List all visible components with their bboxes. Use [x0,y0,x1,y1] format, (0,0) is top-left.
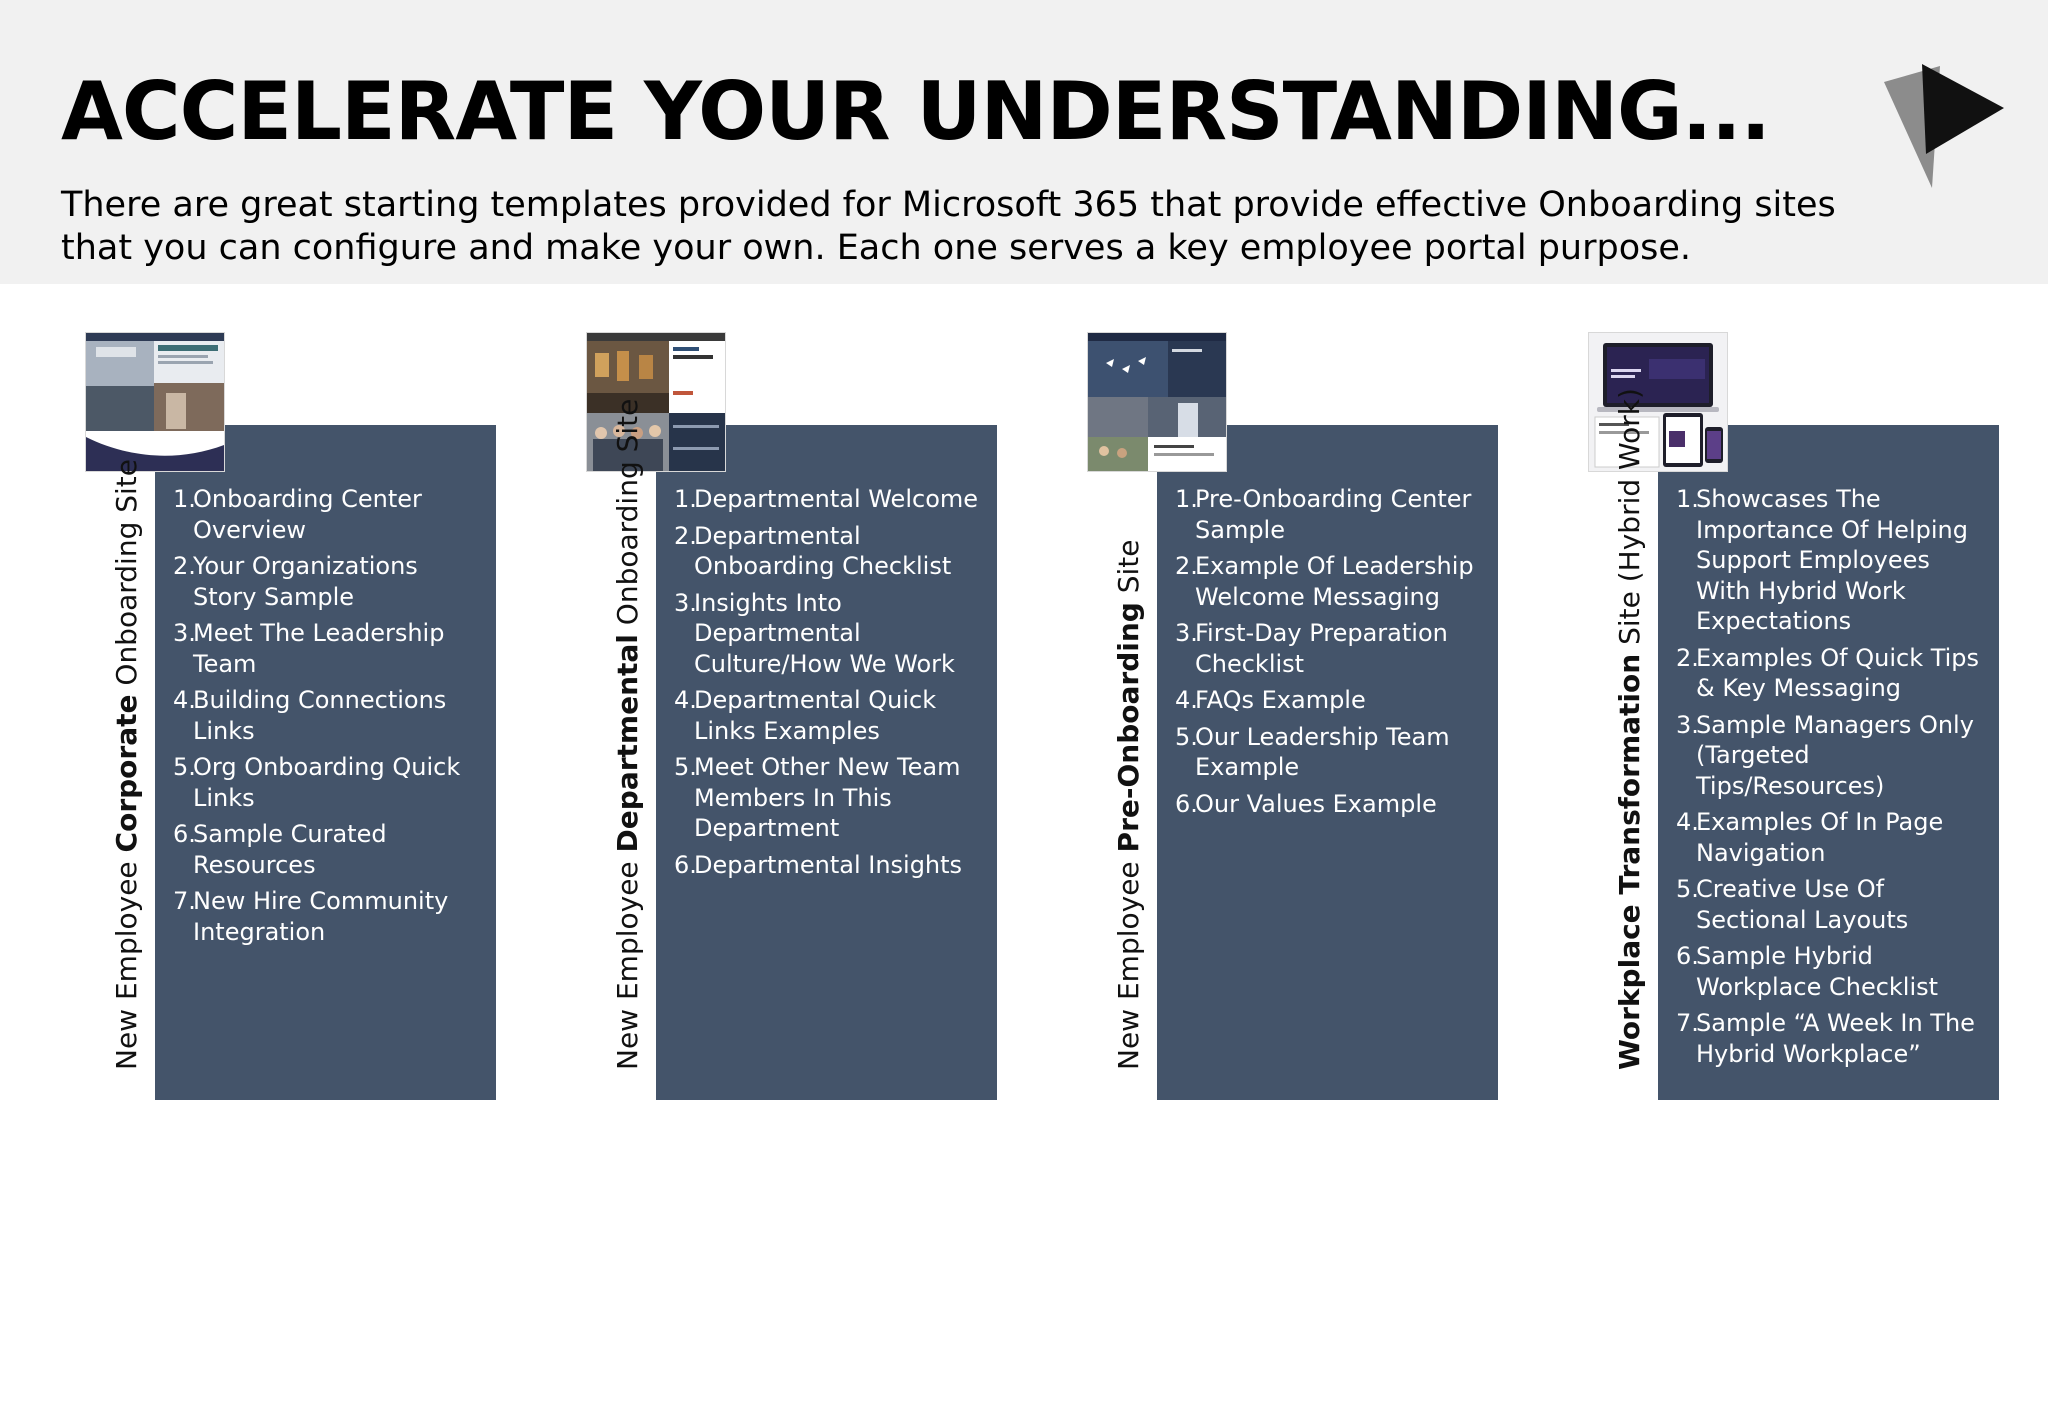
label-suffix: Onboarding Site [611,398,644,635]
list-item [1175,551,1490,612]
list-item [1676,807,1991,868]
item-number: 6. [1175,789,1198,818]
list-item [674,850,989,881]
item-number: 3. [674,588,697,617]
template-thumbnail-departmental[interactable] [586,332,726,472]
item-number: 2. [173,552,196,580]
template-label [586,398,656,1420]
list-item [173,618,488,679]
item-number: 7. [1676,1009,1699,1037]
list-item [173,819,488,880]
list-item [173,484,488,545]
item-text: Departmental Insights [694,850,963,879]
item-text: Building Connections Links [193,686,447,745]
template-thumbnail-workplace-transformation[interactable] [1588,332,1728,472]
item-text: FAQs Example [1195,686,1366,714]
list-item [674,685,989,746]
list-item [1676,710,1991,802]
template-label [85,459,155,1420]
item-number: 2. [1175,552,1198,580]
list-item [1676,1008,1991,1069]
item-text: Sample Curated Resources [193,820,387,879]
item-number: 4. [173,686,196,714]
item-text: Meet The Leadership Team [193,619,445,678]
list-item [674,521,989,582]
item-text: Departmental Welcome [694,485,979,513]
item-number: 5. [1676,875,1699,903]
list-item [173,685,488,746]
item-number: 6. [173,820,196,848]
item-text: Examples Of In Page Navigation [1696,808,1944,867]
list-item [1175,618,1490,679]
item-text: Examples Of Quick Tips & Key Messaging [1696,643,1980,702]
item-number: 4. [1676,808,1699,836]
label-emphasis: Pre-Onboarding [1112,602,1145,853]
template-column-departmental [586,332,1006,1102]
item-number: 3. [173,619,196,647]
list-item [674,588,989,680]
list-item [1676,941,1991,1002]
item-text: Sample Managers Only (Targeted Tips/Resources) [1696,710,1974,800]
item-number: 5. [173,753,196,781]
slide-title: ACCELERATE YOUR UNDERSTANDING... [61,65,1770,158]
label-emphasis: Departmental [611,634,644,853]
item-text: Sample “A Week In The Hybrid Workplace” [1696,1009,1975,1068]
feature-list [674,484,989,886]
list-item [173,551,488,612]
item-number: 7. [173,887,196,915]
label-suffix: Onboarding Site [110,459,143,695]
item-text: Pre-Onboarding Center Sample [1195,485,1472,544]
label-prefix: New Employee [1112,852,1145,1070]
list-item [1175,685,1490,716]
list-item [173,752,488,813]
label-prefix: New Employee [611,852,644,1070]
item-text: Creative Use Of Sectional Layouts [1696,875,1909,934]
label-emphasis: Corporate [110,694,143,853]
item-text: First-Day Preparation Checklist [1195,619,1448,678]
label-emphasis: Workplace Transformation [1613,653,1646,1070]
item-number: 6. [674,850,697,879]
item-number: 1. [674,485,697,513]
item-number: 2. [674,521,697,550]
label-prefix: New Employee [110,852,143,1070]
feature-list [173,484,488,953]
feature-list [1676,484,1991,1075]
item-number: 3. [1175,619,1198,647]
list-item [674,752,989,844]
item-text: Our Leadership Team Example [1195,722,1450,781]
list-item [1175,484,1490,545]
template-column-pre-onboarding [1087,332,1507,1102]
item-number: 4. [1175,686,1198,714]
item-text: Your Organizations Story Sample [193,552,418,611]
slide-subtitle: There are great starting templates provided for Microsoft 365 that provide effective Onboarding sites that you can configure and make your own. Each one serves a key employee portal purpose. [61,185,1836,268]
item-number: 1. [1175,485,1198,513]
play-triangle-logo-icon [1880,62,2010,192]
list-item [1676,484,1991,637]
item-text: Insights Into Departmental Culture/How We Work [694,588,955,678]
list-item [1175,789,1490,820]
item-text: Example Of Leadership Welcome Messaging [1195,552,1474,611]
template-label [1087,480,1157,1420]
list-item [173,886,488,947]
item-number: 5. [674,753,697,781]
item-number: 3. [1676,710,1699,739]
list-item [674,484,989,515]
list-item [1676,874,1991,935]
item-text: Departmental Quick Links Examples [694,686,937,745]
item-number: 4. [674,686,697,714]
item-number: 5. [1175,722,1198,751]
item-text: Org Onboarding Quick Links [193,753,461,812]
item-text: Onboarding Center Overview [193,485,422,544]
item-number: 2. [1676,643,1699,672]
item-text: New Hire Community Integration [193,887,449,946]
list-item [1676,643,1991,704]
header-band [0,0,2048,284]
feature-list [1175,484,1490,825]
label-suffix: Site [1112,539,1145,603]
list-item [1175,722,1490,783]
item-number: 1. [1676,485,1699,513]
item-text: Showcases The Importance Of Helping Support Employees With Hybrid Work Expectations [1696,485,1968,635]
item-text: Meet Other New Team Members In This Department [694,753,961,842]
item-text: Departmental Onboarding Checklist [694,521,952,580]
template-label [1588,388,1658,1420]
template-thumbnail-pre-onboarding[interactable] [1087,332,1227,472]
item-number: 6. [1676,942,1699,970]
label-suffix: Site (Hybrid Work) [1613,388,1646,654]
template-column-corporate [85,332,505,1102]
template-thumbnail-corporate[interactable] [85,332,225,472]
item-number: 1. [173,485,196,513]
item-text: Sample Hybrid Workplace Checklist [1696,942,1939,1001]
template-column-workplace-transformation [1588,332,2008,1102]
item-text: Our Values Example [1195,789,1437,818]
